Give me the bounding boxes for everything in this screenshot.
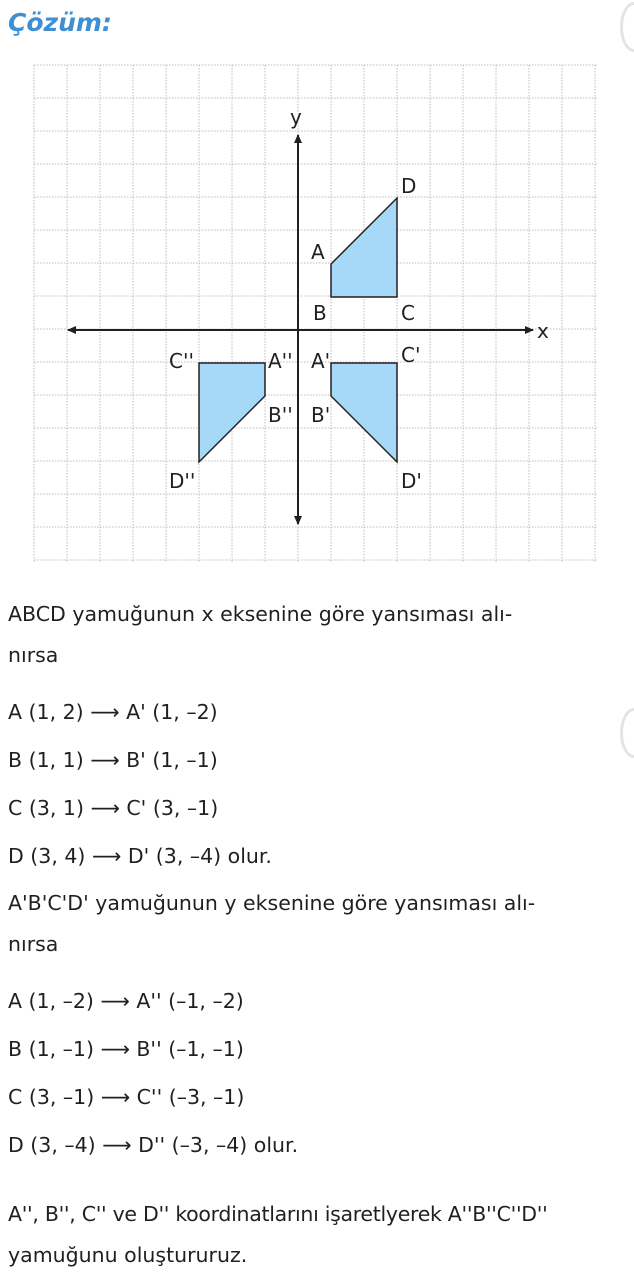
paragraph-x-reflection-line1: ABCD yamuğunun x eksenine göre yansıması alı- [8, 602, 513, 626]
paragraph-y-reflection-line1: A'B'C'D' yamuğunun y eksenine göre yansıması alı- [8, 891, 536, 915]
mapping-item: C (3, –1) ⟶ C'' (–3, –1) [8, 1085, 245, 1109]
x-axis-label: x [537, 319, 549, 343]
paragraph-conclusion-line2: yamuğunu oluştururuz. [8, 1243, 248, 1267]
mapping-item: C (3, 1) ⟶ C' (3, –1) [8, 796, 219, 820]
mapping-item: B (1, 1) ⟶ B' (1, –1) [8, 748, 218, 772]
point-label-b-prime: B' [311, 403, 331, 427]
mapping-item: A (1, –2) ⟶ A'' (–1, –2) [8, 989, 244, 1013]
point-label-d-double-prime: D'' [169, 469, 196, 493]
mapping-item: D (3, 4) ⟶ D' (3, –4) olur. [8, 844, 272, 868]
paragraph-y-reflection-line2: nırsa [8, 932, 59, 956]
point-label-c: C [401, 301, 415, 325]
point-label-a-double-prime: A'' [268, 349, 293, 373]
point-label-c-prime: C' [401, 343, 421, 367]
point-label-c-double-prime: C'' [169, 349, 194, 373]
mapping-item: D (3, –4) ⟶ D'' (–3, –4) olur. [8, 1133, 299, 1157]
point-label-d: D [401, 174, 417, 198]
point-label-a: A [311, 240, 325, 264]
y-axis-label: y [290, 105, 302, 129]
point-label-d-prime: D' [401, 469, 422, 493]
coordinate-grid-figure [0, 0, 634, 580]
mapping-item: A (1, 2) ⟶ A' (1, –2) [8, 700, 218, 724]
mapping-item: B (1, –1) ⟶ B'' (–1, –1) [8, 1037, 244, 1061]
point-label-a-prime: A' [311, 349, 331, 373]
paragraph-x-reflection-line2: nırsa [8, 643, 59, 667]
point-label-b-double-prime: B'' [268, 403, 293, 427]
paragraph-conclusion-line1: A'', B'', C'' ve D'' koordinatlarını işaretlyerek A''B''C''D'' [8, 1202, 548, 1226]
solution-title: Çözüm: [8, 8, 112, 37]
point-label-b: B [313, 301, 327, 325]
